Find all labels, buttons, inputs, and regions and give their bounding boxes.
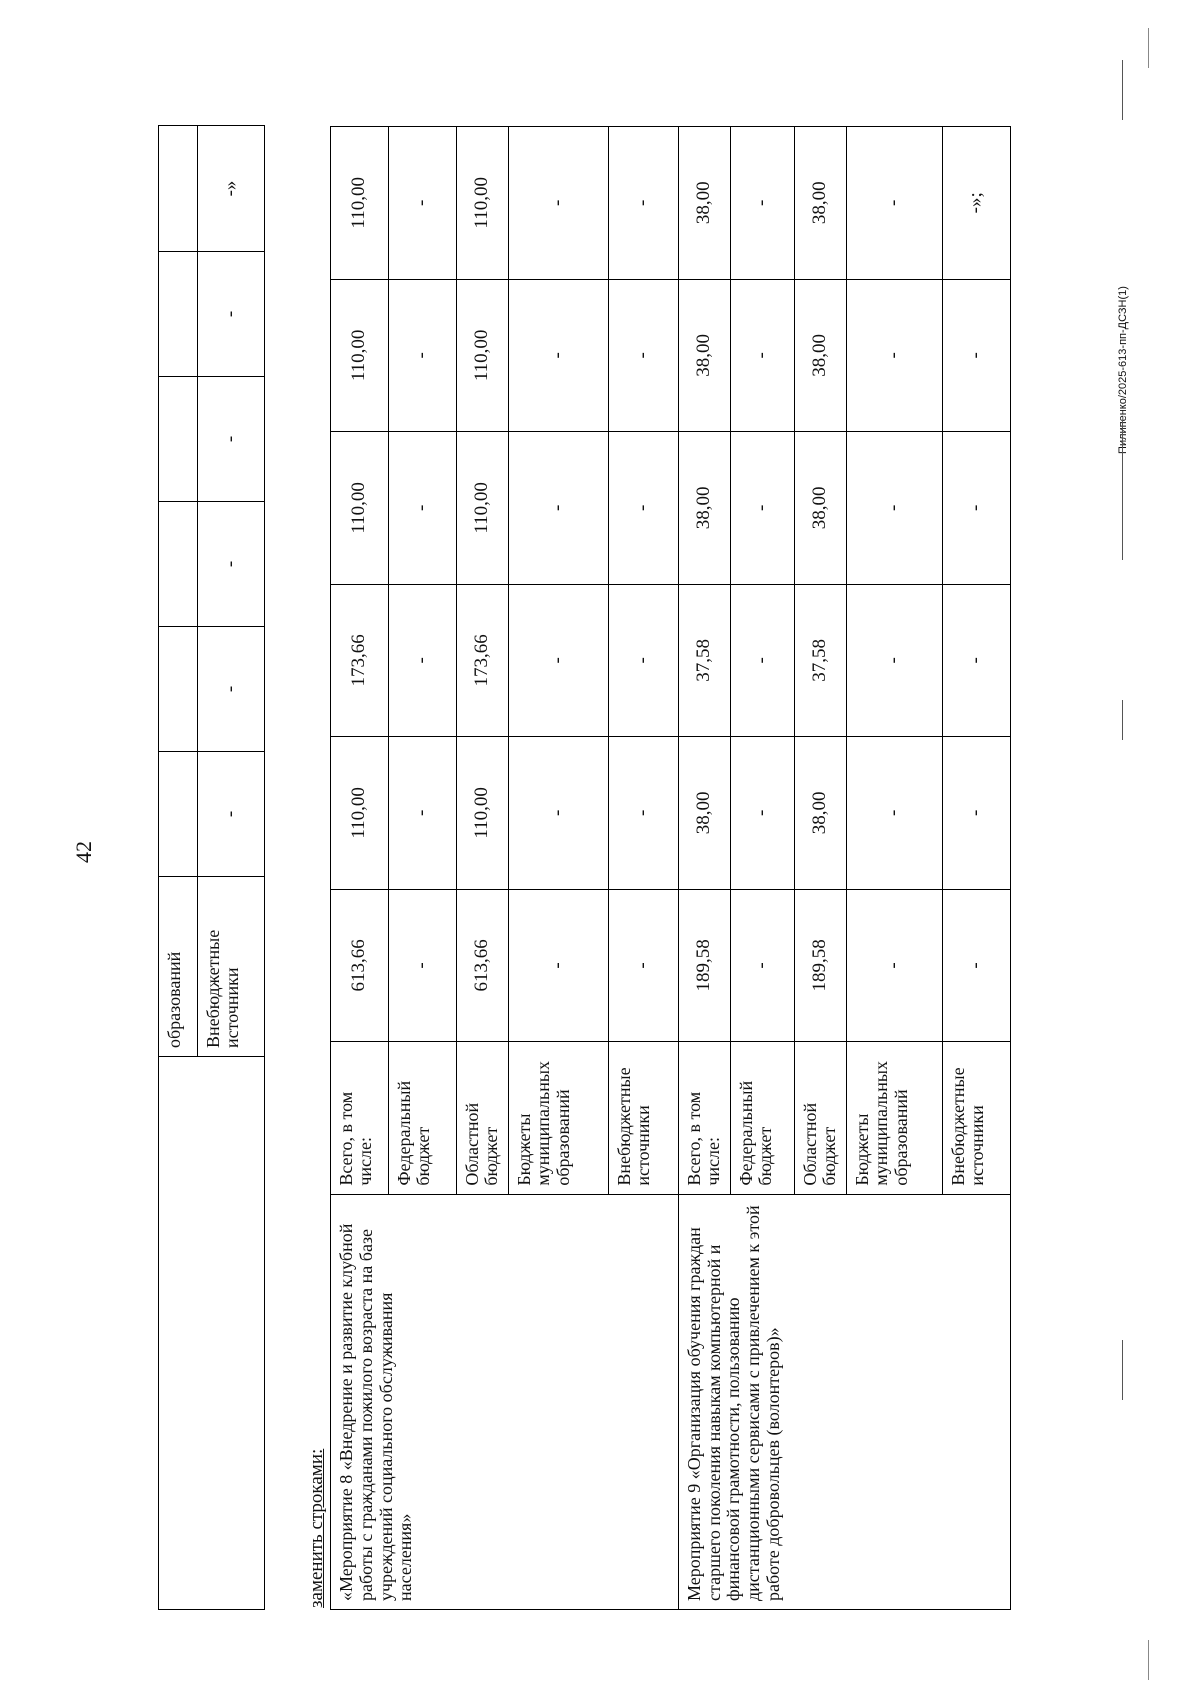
value-cell: 38,00 [678, 432, 730, 585]
source-label: Бюджеты муниципальных образований [846, 1042, 942, 1195]
source-label: Внебюджетные источники [608, 1042, 678, 1195]
value-cell: - [730, 737, 794, 890]
value-cell: 189,58 [678, 889, 730, 1042]
value-cell: - [730, 279, 794, 432]
source-label: Федеральный бюджет [730, 1042, 794, 1195]
value-cell: - [198, 502, 265, 627]
source-label: Областной бюджет [794, 1042, 846, 1195]
value-cell: - [508, 584, 608, 737]
value-cell: 110,00 [457, 127, 509, 280]
source-label: Всего, в том числе: [331, 1042, 389, 1195]
rotated-content [158, 126, 1158, 1610]
value-cell: -»; [942, 127, 1010, 280]
value-cell [159, 252, 198, 377]
value-cell: - [846, 127, 942, 280]
footer-line [1122, 60, 1123, 120]
value-cell: - [389, 279, 457, 432]
value-cell: -» [198, 126, 265, 252]
value-cell: - [942, 279, 1010, 432]
value-cell [159, 126, 198, 252]
scan-edge-mark [1148, 28, 1149, 68]
source-label: образований [159, 877, 198, 1057]
value-cell: - [608, 584, 678, 737]
value-cell: - [508, 889, 608, 1042]
value-cell: - [730, 584, 794, 737]
value-cell: 37,58 [678, 584, 730, 737]
value-cell: - [508, 127, 608, 280]
value-cell: - [389, 584, 457, 737]
value-cell: 38,00 [794, 737, 846, 890]
value-cell: - [198, 627, 265, 752]
value-cell: - [846, 279, 942, 432]
value-cell: 110,00 [331, 127, 389, 280]
value-cell: - [508, 737, 608, 890]
value-cell: 38,00 [794, 279, 846, 432]
table-row [331, 127, 389, 1610]
value-cell: 37,58 [794, 584, 846, 737]
measures-table [330, 126, 1011, 1610]
value-cell: - [389, 737, 457, 890]
value-cell [159, 627, 198, 752]
value-cell: - [608, 432, 678, 585]
value-cell: - [942, 584, 1010, 737]
value-cell: - [846, 432, 942, 585]
value-cell: 613,66 [331, 889, 389, 1042]
value-cell: 613,66 [457, 889, 509, 1042]
measure-title: Мероприятие 9 «Организация обучения граждан старшего поколения навыкам компьютерной и финансовой грамотности, пользованию дистанционными сервисами с привлечением к этой работе добровольцев (волонтеров)» [678, 1194, 1010, 1609]
replace-instruction: заменить строками: [306, 1448, 327, 1608]
scan-edge-mark [1148, 1640, 1149, 1680]
value-cell: - [508, 432, 608, 585]
source-label: Внебюджетные источники [942, 1042, 1010, 1195]
value-cell: 38,00 [794, 127, 846, 280]
empty-cell [159, 1057, 265, 1610]
value-cell: 110,00 [457, 737, 509, 890]
value-cell: - [198, 377, 265, 502]
value-cell: - [846, 584, 942, 737]
value-cell: 173,66 [457, 584, 509, 737]
value-cell: - [608, 737, 678, 890]
footer-document-id: Пилипенко/2025-613-пп-ДСЗН(1) [1117, 286, 1129, 454]
value-cell [159, 752, 198, 877]
table-row [678, 127, 730, 1610]
source-label: Федеральный бюджет [389, 1042, 457, 1195]
value-cell: - [198, 252, 265, 377]
value-cell: 38,00 [678, 127, 730, 280]
value-cell: 173,66 [331, 584, 389, 737]
value-cell: 38,00 [678, 279, 730, 432]
value-cell: - [846, 889, 942, 1042]
value-cell: 110,00 [331, 432, 389, 585]
value-cell: 38,00 [678, 737, 730, 890]
source-label: Всего, в том числе: [678, 1042, 730, 1195]
top-table [158, 125, 265, 1610]
source-label: Областной бюджет [457, 1042, 509, 1195]
table-row [159, 126, 198, 1610]
value-cell: - [508, 279, 608, 432]
value-cell: - [389, 432, 457, 585]
source-label: Внебюджетные источники [198, 877, 265, 1057]
value-cell: - [608, 279, 678, 432]
value-cell: 110,00 [457, 432, 509, 585]
value-cell: - [389, 127, 457, 280]
value-cell: 189,58 [794, 889, 846, 1042]
value-cell: - [608, 127, 678, 280]
value-cell: 110,00 [457, 279, 509, 432]
value-cell: - [389, 889, 457, 1042]
value-cell: - [846, 737, 942, 890]
value-cell: 110,00 [331, 279, 389, 432]
value-cell: 110,00 [331, 737, 389, 890]
value-cell [159, 502, 198, 627]
value-cell: - [942, 889, 1010, 1042]
source-label: Бюджеты муниципальных образований [508, 1042, 608, 1195]
value-cell: - [608, 889, 678, 1042]
value-cell: - [730, 889, 794, 1042]
value-cell: - [730, 432, 794, 585]
value-cell: - [730, 127, 794, 280]
page-number: 42 [71, 841, 96, 863]
value-cell: - [198, 752, 265, 877]
value-cell [159, 377, 198, 502]
value-cell: 38,00 [794, 432, 846, 585]
value-cell: - [942, 432, 1010, 585]
value-cell: - [942, 737, 1010, 890]
measure-title: «Мероприятие 8 «Внедрение и развитие клубной работы с гражданами пожилого возраста на базе учреждений социального обслуживания населения» [331, 1194, 679, 1609]
